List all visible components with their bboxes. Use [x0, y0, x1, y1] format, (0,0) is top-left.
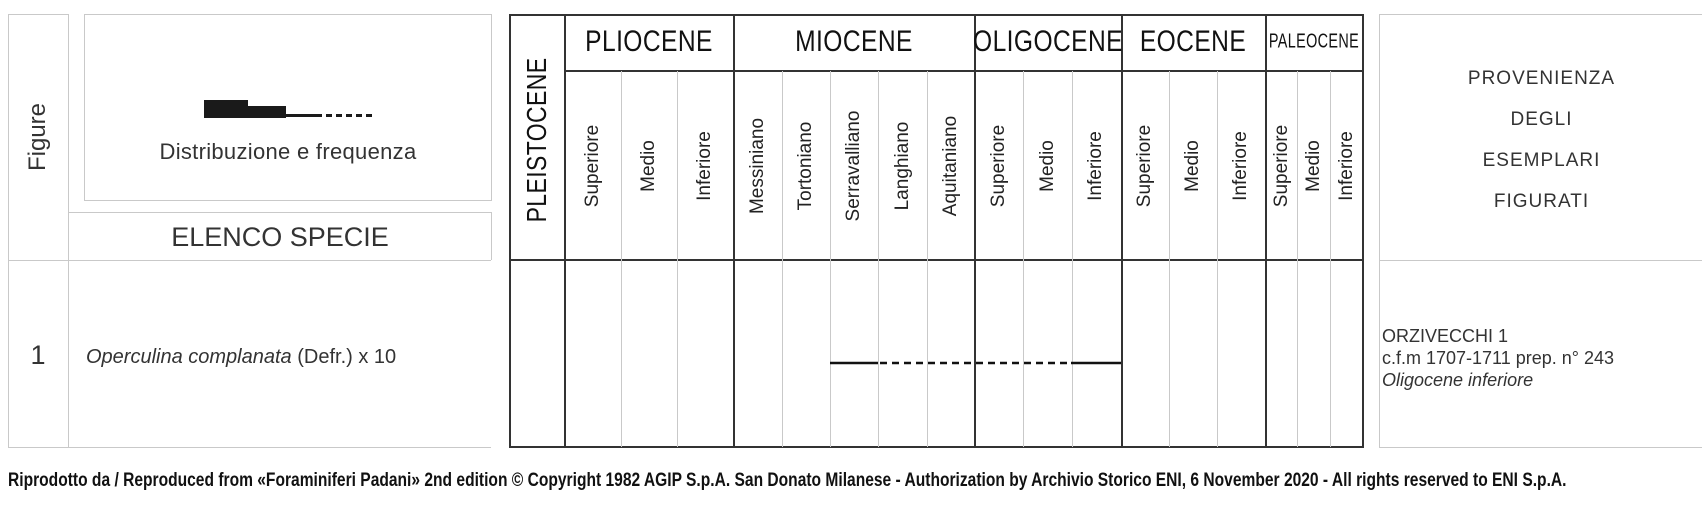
distribution-label: Distribuzione e frequenza: [159, 139, 417, 164]
provenance-header-line-1: PROVENIENZA: [1467, 68, 1616, 89]
species-list-header: ELENCO SPECIE: [171, 222, 389, 252]
period-miocene: MIOCENE: [795, 25, 913, 58]
provenance-sample: c.f.m 1707-1711 prep. n° 243: [1382, 348, 1615, 368]
copyright-footer: Riprodotto da / Reproduced from «Foraminiferi Padani» 2nd edition © Copyright 1982 AGIP S.p.A. San Donato Milanese - Authorization by Archivio Storico ENI, 6 November 2020 - All rights reserved to ENI S.p.A.: [8, 470, 1567, 491]
provenance-locality: ORZIVECCHI 1: [1382, 326, 1509, 346]
figure-column-header: Figure: [24, 102, 51, 172]
species-range-line: [825, 358, 1125, 370]
stage-paleocene-superiore: Superiore: [1271, 124, 1292, 208]
stage-langhiano: Langhiano: [892, 121, 913, 211]
stage-oligocene-medio: Medio: [1037, 140, 1058, 192]
stage-paleocene-inferiore: Inferiore: [1336, 131, 1357, 201]
species-name: [86, 346, 396, 369]
provenance-age: Oligocene inferiore: [1382, 370, 1534, 390]
provenance-header-line-2: DEGLI: [1510, 109, 1573, 130]
period-oligocene: OLIGOCENE: [973, 25, 1123, 58]
stage-eocene-medio: Medio: [1182, 140, 1203, 192]
stage-pliocene-inferiore: Inferiore: [694, 131, 715, 201]
stage-eocene-inferiore: Inferiore: [1230, 131, 1251, 201]
row-figure-number: 1: [30, 340, 46, 370]
stage-paleocene-medio: Medio: [1303, 140, 1324, 192]
species-binomial: Operculina complanata: [86, 346, 292, 368]
stage-eocene-superiore: Superiore: [1134, 124, 1155, 208]
distribution-frequency-legend-icon: [200, 98, 375, 120]
stage-serravalliano: Serravalliano: [843, 110, 864, 222]
stage-oligocene-inferiore: Inferiore: [1085, 131, 1106, 201]
species-author-magnification: (Defr.) x 10: [297, 346, 397, 368]
pleistocene-header: PLEISTOCENE: [521, 57, 552, 223]
period-eocene: EOCENE: [1139, 25, 1247, 58]
period-pliocene: PLIOCENE: [585, 25, 713, 58]
provenance-header-line-3: ESEMPLARI: [1482, 150, 1601, 171]
stage-aquitaniano: Aquitaniano: [940, 115, 961, 217]
provenance-header-line-4: FIGURATI: [1493, 191, 1590, 212]
stage-pliocene-superiore: Superiore: [582, 124, 603, 208]
stage-pliocene-medio: Medio: [638, 140, 659, 192]
period-paleocene: PALEOCENE: [1268, 30, 1360, 53]
stage-messiniano: Messiniano: [747, 117, 768, 215]
stage-tortoniano: Tortoniano: [795, 121, 816, 211]
stage-oligocene-superiore: Superiore: [988, 124, 1009, 208]
